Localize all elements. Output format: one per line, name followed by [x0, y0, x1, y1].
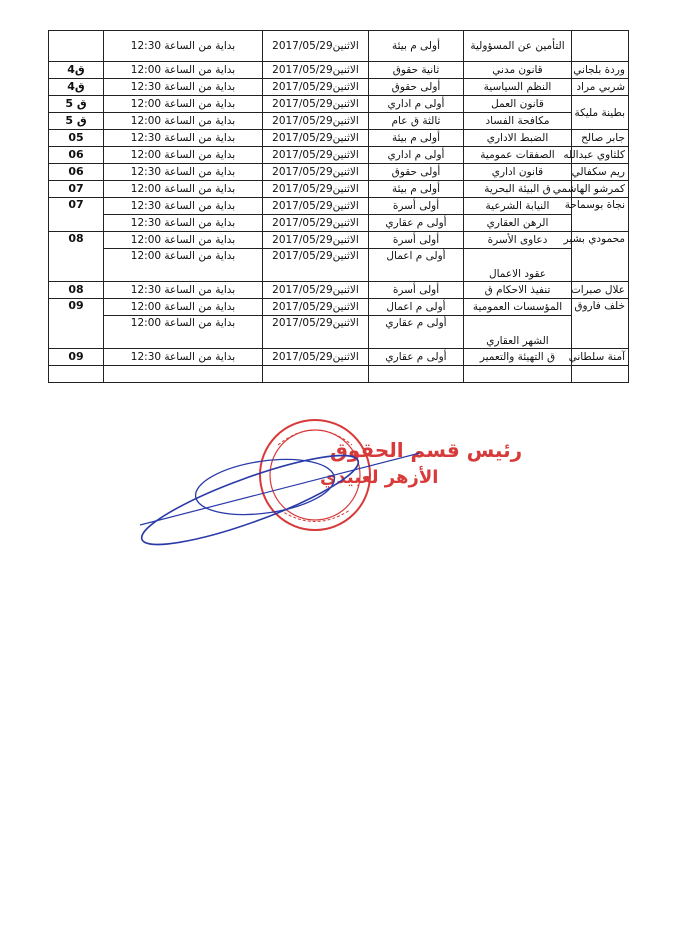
room-cell: 09: [49, 349, 104, 366]
room-cell: 05: [49, 130, 104, 147]
table-row: [49, 181, 629, 198]
time-cell: بداية من الساعة 12:30: [104, 130, 263, 147]
empty-cell: [104, 366, 263, 383]
subject-cell: الصفقات عمومية: [464, 147, 572, 164]
time-cell: بداية من الساعة 12:30: [104, 79, 263, 96]
level-cell: أولى أسرة: [369, 232, 464, 249]
time-cell: بداية من الساعة 12:30: [104, 215, 263, 232]
time-cell: بداية من الساعة 12:00: [104, 181, 263, 198]
subject-cell: تنفيذ الاحكام ق: [464, 282, 572, 299]
professor-cell: جابر صالح: [572, 130, 629, 147]
level-cell: أولى م عقاري: [369, 349, 464, 366]
schedule-sheet: [48, 30, 628, 383]
time-cell: بداية من الساعة 12:00: [104, 232, 263, 249]
professor-cell: بطينة مليكة: [572, 96, 629, 130]
professor-cell: خلف فاروق: [572, 299, 629, 349]
subject-cell: النظم السياسية: [464, 79, 572, 96]
date-cell: الاثنين2017/05/29: [263, 79, 369, 96]
subject-cell: الرهن العقاري: [464, 215, 572, 232]
date-cell: الاثنين2017/05/29: [263, 282, 369, 299]
level-cell: ثالثة ق عام: [369, 113, 464, 130]
subject-cell: مكافحة الفساد: [464, 113, 572, 130]
time-cell: بداية من الساعة 12:30: [104, 349, 263, 366]
level-cell: أولى م بيئة: [369, 181, 464, 198]
level-cell: أولى م عقاري: [369, 316, 464, 349]
date-cell: الاثنين2017/05/29: [263, 316, 369, 349]
date-cell: الاثنين2017/05/29: [263, 232, 369, 249]
professor-cell: محمودي بشير: [572, 232, 629, 282]
time-cell: بداية من الساعة 12:30: [104, 198, 263, 215]
level-cell: ثانية حقوق: [369, 62, 464, 79]
professor-cell: ريم سكفالي: [572, 164, 629, 181]
table-row: [49, 249, 629, 282]
date-cell: الاثنين2017/05/29: [263, 113, 369, 130]
time-cell: بداية من الساعة 12:00: [104, 316, 263, 349]
professor-cell: كمرشو الهاشمي: [572, 181, 629, 198]
table-row: [49, 349, 629, 366]
level-cell: أولى م اعمال: [369, 299, 464, 316]
empty-cell: [464, 366, 572, 383]
level-cell: أولى حقوق: [369, 164, 464, 181]
level-cell: أولى م اداري: [369, 96, 464, 113]
table-row: [49, 232, 629, 249]
time-cell: بداية من الساعة 12:00: [104, 96, 263, 113]
time-cell: بداية من الساعة 12:30: [104, 164, 263, 181]
level-cell: أولى حقوق: [369, 79, 464, 96]
time-cell: بداية من الساعة 12:00: [104, 249, 263, 282]
subject-cell: التأمين عن المسؤولية: [464, 31, 572, 62]
table-row: [49, 62, 629, 79]
empty-cell: [49, 366, 104, 383]
date-cell: الاثنين2017/05/29: [263, 130, 369, 147]
professor-cell: شربي مراد: [572, 79, 629, 96]
date-cell: الاثنين2017/05/29: [263, 299, 369, 316]
room-cell: 07: [49, 198, 104, 232]
empty-cell: [369, 366, 464, 383]
time-cell: بداية من الساعة 12:30: [104, 282, 263, 299]
table-row: [49, 113, 629, 130]
room-cell: [49, 31, 104, 62]
room-cell: 08: [49, 282, 104, 299]
room-cell: ق4: [49, 62, 104, 79]
room-cell: 06: [49, 147, 104, 164]
level-cell: أولى م بيئة: [369, 31, 464, 62]
empty-cell: [572, 366, 629, 383]
table-row: [49, 31, 629, 62]
exam-schedule-table: [48, 30, 629, 383]
table-row: [49, 130, 629, 147]
room-cell: 08: [49, 232, 104, 282]
subject-cell: دعاوى الأسرة: [464, 232, 572, 249]
table-row: [49, 164, 629, 181]
professor-cell: نجاة بوسماحة: [572, 198, 629, 232]
date-cell: الاثنين2017/05/29: [263, 31, 369, 62]
time-cell: بداية من الساعة 12:30: [104, 31, 263, 62]
table-row: [49, 215, 629, 232]
room-cell: ق 5: [49, 96, 104, 113]
level-cell: أولى م عقاري: [369, 215, 464, 232]
subject-cell: الضبط الاداري: [464, 130, 572, 147]
date-cell: الاثنين2017/05/29: [263, 62, 369, 79]
date-cell: الاثنين2017/05/29: [263, 349, 369, 366]
date-cell: الاثنين2017/05/29: [263, 164, 369, 181]
table-row: [49, 316, 629, 349]
table-row: [49, 96, 629, 113]
empty-cell: [263, 366, 369, 383]
room-cell: 09: [49, 299, 104, 349]
level-cell: أولى م بيئة: [369, 130, 464, 147]
subject-cell: ق البيئة البحرية: [464, 181, 572, 198]
level-cell: أولى م اعمال: [369, 249, 464, 282]
level-cell: أولى أسرة: [369, 198, 464, 215]
level-cell: أولى أسرة: [369, 282, 464, 299]
room-cell: 07: [49, 181, 104, 198]
stamp-signature: [130, 405, 523, 555]
time-cell: بداية من الساعة 12:00: [104, 299, 263, 316]
date-cell: الاثنين2017/05/29: [263, 181, 369, 198]
table-row: [49, 147, 629, 164]
time-cell: بداية من الساعة 12:00: [104, 62, 263, 79]
subject-cell: قانون مدني: [464, 62, 572, 79]
table-row: [49, 198, 629, 215]
subject-cell: الشهر العقاري: [464, 316, 572, 349]
time-cell: بداية من الساعة 12:00: [104, 147, 263, 164]
table-row: [49, 299, 629, 316]
date-cell: الاثنين2017/05/29: [263, 96, 369, 113]
room-cell: 06: [49, 164, 104, 181]
table-row-empty: [49, 366, 629, 383]
date-cell: الاثنين2017/05/29: [263, 198, 369, 215]
professor-cell: علال صبرات: [572, 282, 629, 299]
room-cell: ق4: [49, 79, 104, 96]
table-row: [49, 79, 629, 96]
level-cell: أولى م اداري: [369, 147, 464, 164]
date-cell: الاثنين2017/05/29: [263, 215, 369, 232]
table-row: [49, 282, 629, 299]
room-cell: ق 5: [49, 113, 104, 130]
subject-cell: النيابة الشرعية: [464, 198, 572, 215]
subject-cell: قانون اداري: [464, 164, 572, 181]
subject-cell: المؤسسات العمومية: [464, 299, 572, 316]
signature-name: الأزهر لعبيدي: [320, 467, 439, 488]
signature-title: رئيس قسم الحقوق: [330, 438, 523, 462]
professor-cell: [572, 31, 629, 62]
date-cell: الاثنين2017/05/29: [263, 249, 369, 282]
subject-cell: ق التهيئة والتعمير: [464, 349, 572, 366]
professor-cell: وردة بلجاني: [572, 62, 629, 79]
date-cell: الاثنين2017/05/29: [263, 147, 369, 164]
subject-cell: قانون العمل: [464, 96, 572, 113]
subject-cell: عقود الاعمال: [464, 249, 572, 282]
professor-cell: آمنة سلطاني: [572, 349, 629, 366]
time-cell: بداية من الساعة 12:00: [104, 113, 263, 130]
professor-cell: كلثاوي عبدالله: [572, 147, 629, 164]
